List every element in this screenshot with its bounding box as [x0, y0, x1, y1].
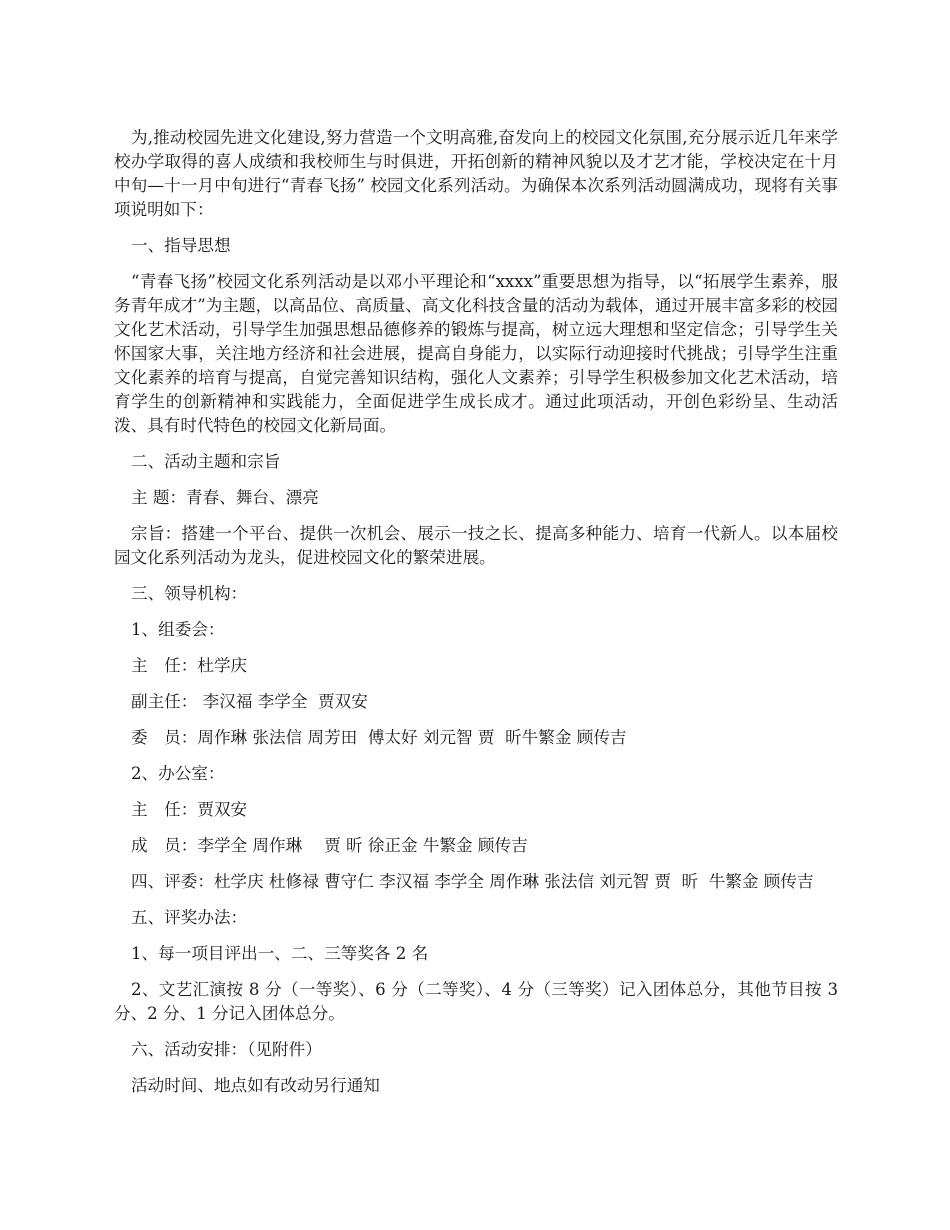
- purpose-paragraph: 宗旨：搭建一个平台、提供一次机会、展示一技之长、提高多种能力、培育一代新人。以本届校园文化系列活动为龙头，促进校园文化的繁荣进展。: [114, 524, 838, 567]
- awards-rule-2: 2、文艺汇演按 8 分（一等奖）、6 分（二等奖）、4 分（三等奖）记入团体总分，其他节目按 3 分、2 分、1 分记入团体总分。: [114, 980, 844, 1023]
- intro-paragraph: 为,推动校园先进文化建设,努力营造一个文明高雅,奋发向上的校园文化氛围,充分展示近几年来学校办学取得的喜人成绩和我校师生与时俱进，开拓创新的精神风貌以及才艺才能，学校决定在十月中旬—十一月中旬进行“青春飞扬” 校园文化系列活动。为确保本次系列活动圆满成功，现将有关事项说明如下：: [114, 128, 838, 219]
- committee-deputy-directors: 副主任： 李汉福 李学全 贾双安: [131, 692, 368, 711]
- office-heading: 2、办公室：: [131, 764, 225, 783]
- judges-line: 四、评委：杜学庆 杜修禄 曹守仁 李汉福 李学全 周作琳 张法信 刘元智 贾 昕 牛繁金 顾传吉: [131, 872, 814, 891]
- document-page: [114, 126, 844, 1110]
- theme-line: 主 题：青春、舞台、漂亮: [131, 488, 319, 507]
- committee-members: 委 员：周作琳 张法信 周芳田 傅太好 刘元智 贾 昕牛繁金 顾传吉: [131, 728, 627, 747]
- committee-heading: 1、组委会：: [131, 620, 225, 639]
- awards-rule-1: 1、每一项目评出一、二、三等奖各 2 名: [131, 944, 429, 963]
- section-heading-awards: 五、评奖办法：: [131, 908, 248, 927]
- office-director: 主 任：贾双安: [131, 800, 248, 819]
- section-heading-guiding-ideology: 一、指导思想: [131, 236, 231, 255]
- guiding-ideology-paragraph: “青春飞扬”校园文化系列活动是以邓小平理论和“xxxx”重要思想为指导，以“拓展学生素养，服务青年成才”为主题，以高品位、高质量、高文化科技含量的活动为载体，通过开展丰富多彩的校园文化艺术活动，引导学生加强思想品德修养的锻炼与提高，树立远大理想和坚定信念；引导学生关怀国家大事，关注地方经济和社会进展，提高自身能力，以实际行动迎接时代挑战；引导学生注重文化素养的培育与提高，自觉完善知识结构，强化人文素养；引导学生积极参加文化艺术活动，培育学生的创新精神和实践能力，全面促进学生成长成才。通过此项活动，开创色彩纷呈、生动活泼、具有时代特色的校园文化新局面。: [114, 272, 838, 435]
- section-heading-schedule: 六、活动安排：（见附件）: [131, 1040, 322, 1059]
- office-members: 成 员：李学全 周作琳 贾 昕 徐正金 牛繁金 顾传吉: [131, 836, 528, 855]
- committee-director: 主 任：杜学庆: [131, 656, 248, 675]
- section-heading-theme-purpose: 二、活动主题和宗旨: [131, 452, 281, 471]
- schedule-note: 活动时间、地点如有改动另行通知: [131, 1076, 380, 1095]
- section-heading-leadership: 三、领导机构：: [131, 584, 248, 603]
